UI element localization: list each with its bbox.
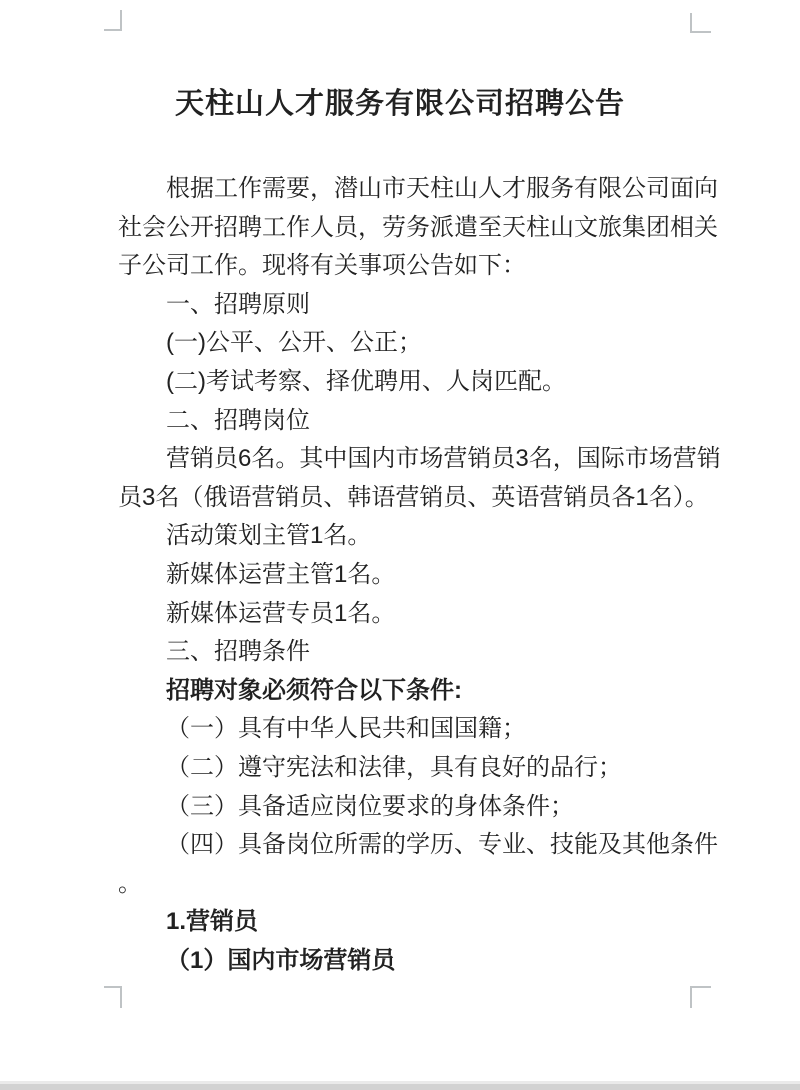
text-line: （三）具备适应岗位要求的身体条件； <box>166 792 574 820</box>
margin-corner-mark-top-left <box>104 10 122 31</box>
text-line: 三、招聘条件 <box>166 638 310 666</box>
text-line: 招聘对象必须符合以下条件: <box>166 676 462 704</box>
text-line: 营销员6名。其中国内市场营销员3名，国际市场营销 <box>166 445 721 473</box>
text-line: (二)考试考察、择优聘用、人岗匹配。 <box>166 367 566 395</box>
text-line: （二）遵守宪法和法律，具有良好的品行； <box>166 753 622 781</box>
margin-corner-mark-bottom-left <box>104 986 122 1008</box>
text-line: 1.营销员 <box>166 908 259 936</box>
document-body <box>118 170 721 980</box>
text-line: （1）国内市场营销员 <box>166 946 396 974</box>
text-line: 新媒体运营主管1名。 <box>166 560 396 588</box>
text-line: 。 <box>118 869 142 897</box>
text-line: 根据工作需要，潜山市天柱山人才服务有限公司面向 <box>166 175 718 202</box>
margin-corner-mark-top-right <box>690 13 711 33</box>
document-title: 天柱山人才服务有限公司招聘公告 <box>174 88 625 120</box>
text-line: (一)公平、公开、公正； <box>166 329 422 357</box>
text-line: 子公司工作。现将有关事项公告如下： <box>118 252 526 280</box>
text-line: 二、招聘岗位 <box>166 406 310 434</box>
text-line: 社会公开招聘工作人员，劳务派遣至天柱山文旅集团相关 <box>118 213 718 241</box>
text-line: 员3名（俄语营销员、韩语营销员、英语营销员各1名）。 <box>118 483 709 511</box>
margin-corner-mark-bottom-right <box>690 986 711 1008</box>
text-line: 一、招聘原则 <box>166 290 310 318</box>
text-line: （一）具有中华人民共和国国籍； <box>166 715 526 743</box>
page-bottom-gap-bar <box>0 1081 800 1090</box>
text-line: 新媒体运营专员1名。 <box>166 599 396 627</box>
text-line: （四）具备岗位所需的学历、专业、技能及其他条件 <box>166 831 718 859</box>
text-line: 活动策划主管1名。 <box>166 522 372 550</box>
